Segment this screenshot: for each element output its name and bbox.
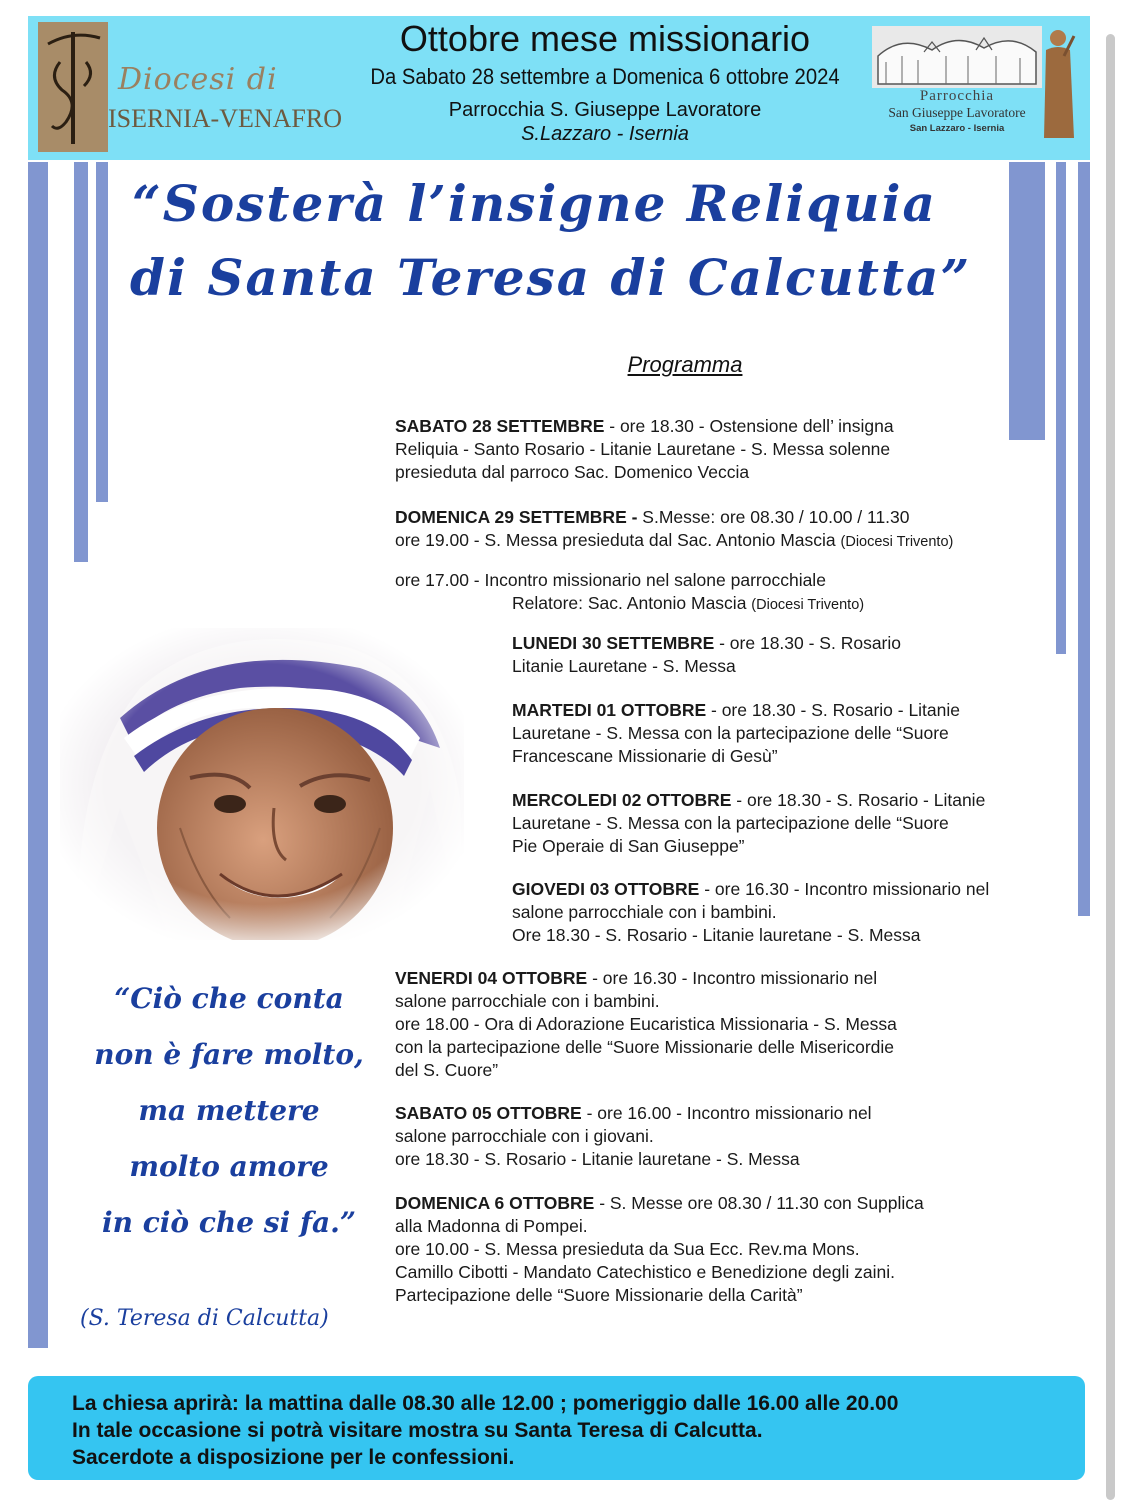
program-text: ore 17.00 - Incontro missionario nel salone parrocchiale <box>395 570 826 590</box>
title-line-1: “Sosterà l’insigne Reliquia <box>132 174 937 233</box>
quote-line-1: “Ciò che conta <box>114 982 344 1015</box>
diocese-cross-logo <box>38 22 108 152</box>
program-entry-mon-30 <box>512 632 1072 678</box>
program-text: Relatore: Sac. Antonio Mascia <box>512 593 752 613</box>
program-note: (Diocesi Trivento) <box>840 534 954 550</box>
right-stripe-wide <box>1009 162 1045 440</box>
program-text: - ore 18.30 - Ostensione dell’ insigna <box>604 416 894 436</box>
program-text: S.Messe: ore 08.30 / 10.00 / 11.30 <box>637 507 910 527</box>
program-day: DOMENICA 6 OTTOBRE <box>395 1193 595 1213</box>
left-stripe-wide <box>28 162 48 1348</box>
program-text: ore 10.00 - S. Messa presieduta da Sua Ecc. Rev.ma Mons. <box>395 1239 860 1259</box>
vertical-scrollbar[interactable] <box>1106 34 1115 1500</box>
header-title: Ottobre mese missionario <box>399 18 811 59</box>
program-day: MARTEDI 01 OTTOBRE <box>512 700 707 720</box>
program-entry-thu-03 <box>512 878 1082 947</box>
diocese-logo-text <box>108 60 348 140</box>
program-entry-tue-01 <box>512 699 1072 768</box>
footer-banner <box>28 1376 1085 1480</box>
program-text: Partecipazione delle “Suore Missionarie della Carità” <box>395 1285 803 1305</box>
program-text: - ore 18.30 - S. Rosario <box>714 633 901 653</box>
program-text: - S. Messe ore 08.30 / 11.30 con Supplica <box>594 1193 924 1213</box>
quote-line-3: ma mettere <box>138 1094 320 1127</box>
program-note: (Diocesi Trivento) <box>751 597 865 613</box>
program-text: Pie Operaie di San Giuseppe” <box>512 836 745 856</box>
program-heading: Programma <box>627 352 743 377</box>
footer-opening-hours: La chiesa aprirà: la mattina dalle 08.30 alle 12.00 ; pomeriggio dalle 16.00 alle 20.00 <box>72 1392 899 1415</box>
program-text: Camillo Cibotti - Mandato Catechistico e Benedizione degli zaini. <box>395 1262 895 1282</box>
program-entry-sun-06 <box>395 1192 1015 1307</box>
parish-logo-line1: Parrocchia <box>919 88 995 104</box>
program-text: - ore 16.30 - Incontro missionario nel <box>699 879 990 899</box>
program-text: Francescane Missionarie di Gesù” <box>512 746 778 766</box>
program-text: - ore 16.30 - Incontro missionario nel <box>587 968 878 988</box>
program-entry-sun-29 <box>395 506 1055 554</box>
program-entry-sat-28 <box>395 415 1015 484</box>
program-day: MERCOLEDI 02 OTTOBRE <box>512 790 732 810</box>
program-text: ore 18.00 - Ora di Adorazione Eucaristica Missionaria - S. Messa <box>395 1014 897 1034</box>
church-drawing-icon <box>872 26 1042 88</box>
program-entry-wed-02 <box>512 789 1082 858</box>
left-stripe-mid <box>74 162 88 562</box>
diocese-logo-line1: Diocesi di <box>118 62 278 97</box>
left-stripe-narrow <box>96 162 108 502</box>
program-text: Lauretane - S. Messa con la partecipazione delle “Suore <box>512 813 949 833</box>
saint-portrait-image <box>60 628 464 940</box>
program-text: salone parrocchiale con i bambini. <box>395 991 660 1011</box>
right-stripe-mid <box>1056 162 1066 654</box>
footer-exhibition: In tale occasione si potrà visitare mostra su Santa Teresa di Calcutta. <box>72 1419 763 1442</box>
quote-author: (S. Teresa di Calcutta) <box>80 1306 329 1331</box>
program-day: GIOVEDI 03 OTTOBRE <box>512 879 700 899</box>
parish-logo <box>872 26 1072 146</box>
parish-logo-line2: San Giuseppe Lavoratore <box>888 105 1026 120</box>
program-text: del S. Cuore” <box>395 1060 499 1080</box>
program-day: SABATO 28 SETTEMBRE <box>395 416 605 436</box>
quote-line-4: molto amore <box>129 1150 329 1183</box>
saint-statue-icon <box>1040 26 1080 142</box>
quote-line-5: in ciò che si fa.” <box>101 1206 356 1239</box>
program-text: presieduta dal parroco Sac. Domenico Veccia <box>395 462 750 482</box>
program-text: Reliquia - Santo Rosario - Litanie Lauretane - S. Messa solenne <box>395 439 891 459</box>
program-text: - ore 18.30 - S. Rosario - Litanie <box>731 790 986 810</box>
program-text: Litanie Lauretane - S. Messa <box>512 656 736 676</box>
program-entry-fri-04 <box>395 967 1015 1082</box>
header-parish: Parrocchia S. Giuseppe Lavoratore <box>448 99 762 121</box>
program-day: DOMENICA 29 SETTEMBRE - <box>395 507 638 527</box>
title-line-2: di Santa Teresa di Calcutta” <box>130 248 972 307</box>
program-day: SABATO 05 OTTOBRE <box>395 1103 582 1123</box>
program-entry-sun-29-meeting <box>395 569 1015 617</box>
program-text: Lauretane - S. Messa con la partecipazione delle “Suore <box>512 723 949 743</box>
program-text: - ore 18.30 - S. Rosario - Litanie <box>706 700 961 720</box>
footer-confessions: Sacerdote a disposizione per le confessioni. <box>72 1446 515 1469</box>
program-text: ore 19.00 - S. Messa presieduta dal Sac. Antonio Mascia <box>395 530 841 550</box>
header-place: S.Lazzaro - Isernia <box>521 123 689 145</box>
program-text: salone parrocchiale con i giovani. <box>395 1126 654 1146</box>
program-entry-sat-05 <box>395 1102 1015 1171</box>
program-day: VENERDI 04 OTTOBRE <box>395 968 588 988</box>
program-text: Ore 18.30 - S. Rosario - Litanie lauretane - S. Messa <box>512 925 921 945</box>
program-day: LUNEDI 30 SETTEMBRE <box>512 633 715 653</box>
quote-line-2: non è fare molto, <box>94 1038 364 1071</box>
program-text: ore 18.30 - S. Rosario - Litanie lauretane - S. Messa <box>395 1149 800 1169</box>
program-text: alla Madonna di Pompei. <box>395 1216 588 1236</box>
diocese-logo-line2: ISERNIA-VENAFRO <box>108 104 342 133</box>
header-dates: Da Sabato 28 settembre a Domenica 6 ottobre 2024 <box>370 64 840 89</box>
program-text: salone parrocchiale con i bambini. <box>512 902 777 922</box>
program-text: con la partecipazione delle “Suore Missionarie delle Misericordie <box>395 1037 894 1057</box>
program-text: - ore 16.00 - Incontro missionario nel <box>581 1103 872 1123</box>
parish-logo-line3: San Lazzaro - Isernia <box>909 123 1005 134</box>
